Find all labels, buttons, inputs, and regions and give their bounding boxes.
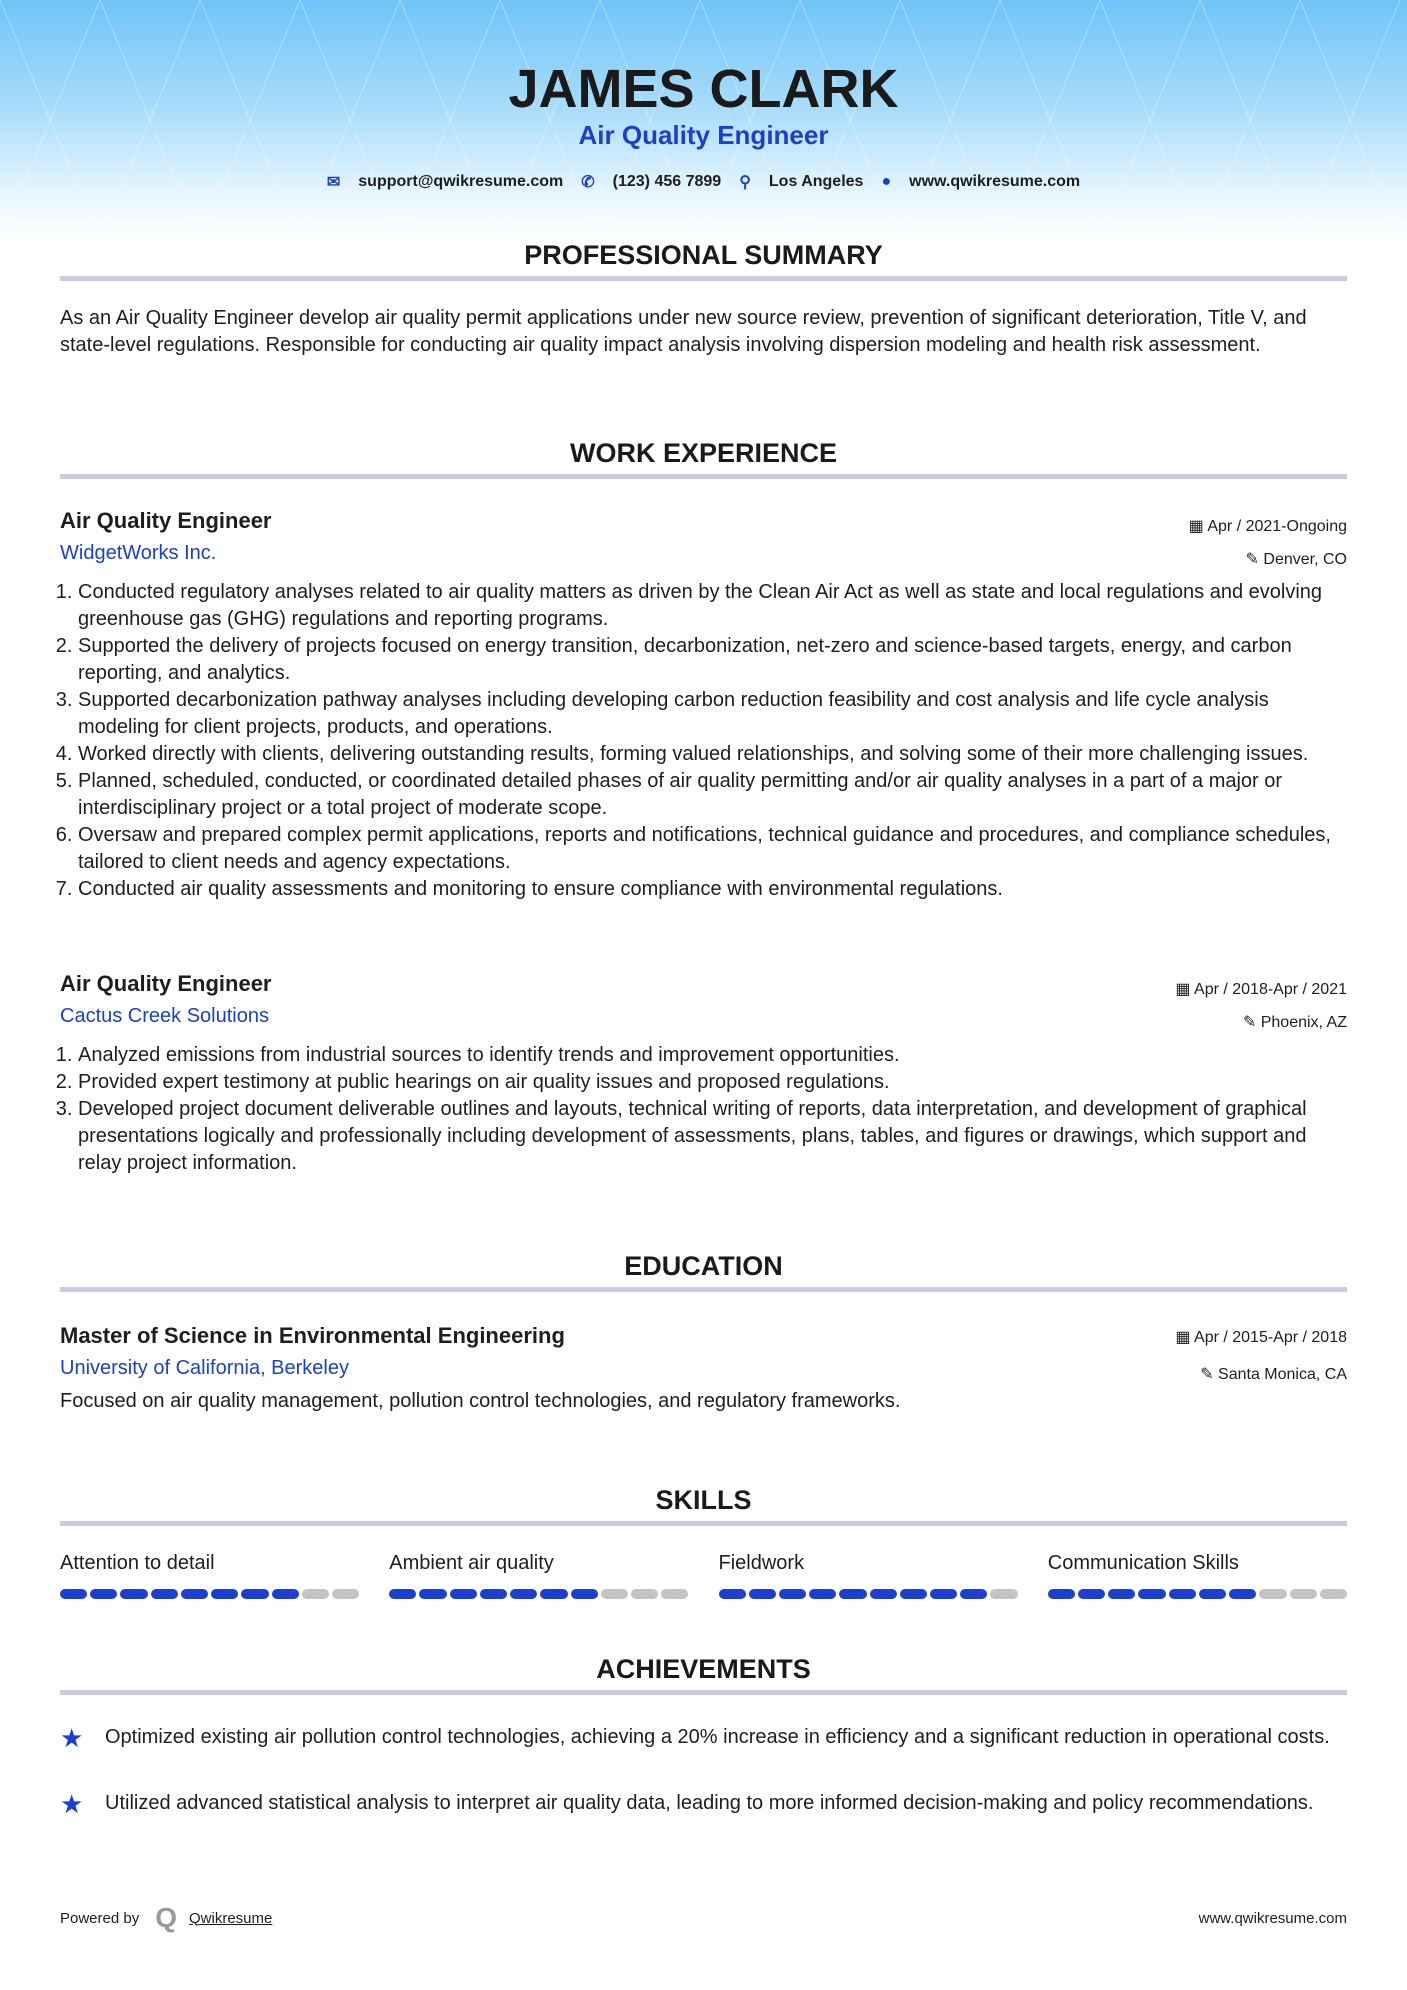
section-heading: WORK EXPERIENCE: [569, 438, 838, 468]
company: WidgetWorks Inc.: [60, 542, 217, 564]
envelope-icon: ✉: [326, 174, 341, 191]
job-bullets: [60, 1042, 1347, 1177]
skill-segment: [181, 1589, 208, 1599]
calendar-icon: ▦: [1188, 518, 1208, 535]
skill-segment: [540, 1589, 567, 1599]
globe-icon: ●: [881, 173, 892, 190]
skill-segment: [450, 1589, 477, 1599]
work-section-heading: [60, 438, 1347, 479]
bullet: 1. Conducted regulatory analyses related to air quality matters as driven by the Clean Air Act as well as state and local regulations and evolving greenhouse gas (GHG) regulations and reporting programs.: [78, 579, 1347, 633]
skill-segment: [960, 1589, 987, 1599]
school: University of California, Berkeley: [60, 1357, 349, 1379]
skill-segment: [809, 1589, 836, 1599]
skill-segment: [601, 1589, 628, 1599]
bullet: 3. Developed project document deliverable outlines and layouts, technical writing of reports, data interpretation, and development of graphical presentations logically and professionally including development of assessments, plans, tables, and figures or drawings, which support and relay project information.: [78, 1096, 1347, 1177]
skill-segment: [631, 1589, 658, 1599]
skill-name: Fieldwork: [718, 1552, 805, 1574]
skill-segment: [1290, 1589, 1317, 1599]
summary-section: [60, 240, 1347, 359]
skill-segment: [749, 1589, 776, 1599]
phone-icon: ✆: [581, 174, 595, 191]
location: Los Angeles: [768, 173, 864, 190]
job-location: ✎ Denver, CO: [1245, 551, 1347, 568]
skill-segment: [60, 1589, 87, 1599]
skill-segment: [480, 1589, 507, 1599]
pin-icon: ✎: [1242, 1014, 1261, 1031]
skill-segment: [990, 1589, 1017, 1599]
divider: [60, 1521, 1347, 1526]
website[interactable]: www.qwikresume.com: [909, 173, 1081, 190]
skills-section: [60, 1485, 1347, 1526]
bullet: 7. Conducted air quality assessments and monitoring to ensure compliance with environmental regulations.: [78, 876, 1347, 903]
skill-segment: [1169, 1589, 1196, 1599]
bullet: 2. Provided expert testimony at public hearings on air quality issues and proposed regulations.: [78, 1069, 1347, 1096]
skill-segment: [1048, 1589, 1075, 1599]
footer: [60, 1902, 1347, 1934]
skill-segment: [1138, 1589, 1165, 1599]
pin-icon: ✎: [1245, 551, 1264, 568]
map-pin-icon: ⚲: [739, 174, 751, 191]
brand-link[interactable]: Qwikresume: [189, 1909, 273, 1927]
skill-segment: [332, 1589, 359, 1599]
star-icon: ★: [60, 1789, 84, 1819]
skills-list: [60, 1552, 1347, 1599]
skill-level-bar: [389, 1589, 688, 1599]
powered-by-label: Powered by: [60, 1909, 140, 1927]
bullet: 2. Supported the delivery of projects focused on energy transition, decarbonization, net-zero and science-based targets, energy, and carbon reporting, and analytics.: [78, 633, 1347, 687]
footer-website[interactable]: www.qwikresume.com: [1198, 1909, 1347, 1927]
skill-segment: [90, 1589, 117, 1599]
calendar-icon: ▦: [1175, 981, 1195, 998]
edu-description: Focused on air quality management, pollution control technologies, and regulatory frameworks.: [60, 1390, 901, 1412]
job-location: ✎ Phoenix, AZ: [1242, 1014, 1347, 1031]
skill-segment: [1199, 1589, 1226, 1599]
skill-segment: [1259, 1589, 1286, 1599]
skill-segment: [211, 1589, 238, 1599]
skill-item: [60, 1552, 359, 1599]
section-heading: ACHIEVEMENTS: [596, 1654, 811, 1684]
section-heading: PROFESSIONAL SUMMARY: [524, 240, 883, 270]
contact-bar: [0, 172, 1407, 192]
skill-segment: [389, 1589, 416, 1599]
section-heading: EDUCATION: [624, 1251, 783, 1281]
skill-level-bar: [719, 1589, 1018, 1599]
achievements-section: [60, 1654, 1347, 1695]
bullet: 5. Planned, scheduled, conducted, or coordinated detailed phases of air quality permitting and/or air quality analyses in a part of a major or interdisciplinary project or a total project of moderate scope.: [78, 768, 1347, 822]
skill-level-bar: [60, 1589, 359, 1599]
phone: (123) 456 7899: [612, 173, 722, 190]
company: Cactus Creek Solutions: [60, 1005, 269, 1027]
calendar-icon: ▦: [1175, 1329, 1195, 1346]
job-entry: [60, 971, 1347, 1177]
skill-segment: [870, 1589, 897, 1599]
job-entry: [60, 508, 1347, 903]
bullet: 6. Oversaw and prepared complex permit applications, reports and notifications, technical guidance and procedures, and compliance schedules, tailored to client needs and agency expectations.: [78, 822, 1347, 876]
skill-segment: [571, 1589, 598, 1599]
skill-level-bar: [1048, 1589, 1347, 1599]
skill-item: [719, 1552, 1018, 1599]
job-date: ▦ Apr / 2018-Apr / 2021: [1175, 981, 1347, 998]
bullet: 4. Worked directly with clients, delivering outstanding results, forming valued relationships, and solving some of their more challenging issues.: [78, 741, 1347, 768]
email[interactable]: support@qwikresume.com: [358, 173, 564, 190]
skill-segment: [1229, 1589, 1256, 1599]
skill-item: [389, 1552, 688, 1599]
job-title: Air Quality Engineer: [60, 508, 272, 533]
achievement-item: ★ Utilized advanced statistical analysis to interpret air quality data, leading to more informed decision-making and policy recommendations.: [60, 1789, 1314, 1819]
achievement-item: ★ Optimized existing air pollution control technologies, achieving a 20% increase in efficiency and a significant reduction in operational costs.: [60, 1723, 1330, 1753]
qwikresume-logo-icon: Q: [155, 1902, 177, 1933]
degree: Master of Science in Environmental Engineering: [60, 1323, 565, 1348]
bullet: 1. Analyzed emissions from industrial sources to identify trends and improvement opportunities.: [78, 1042, 1347, 1069]
skill-segment: [839, 1589, 866, 1599]
skill-segment: [661, 1589, 688, 1599]
skill-segment: [719, 1589, 746, 1599]
skill-segment: [302, 1589, 329, 1599]
divider: [60, 276, 1347, 281]
pin-icon: ✎: [1200, 1366, 1219, 1383]
skill-segment: [1108, 1589, 1135, 1599]
bullet: 3. Supported decarbonization pathway analyses including developing carbon reduction feasibility and cost analysis and life cycle analysis modeling for client projects, products, and operations.: [78, 687, 1347, 741]
skill-name: Attention to detail: [60, 1552, 215, 1574]
skill-name: Communication Skills: [1047, 1552, 1239, 1574]
candidate-name: JAMES CLARK: [508, 59, 899, 119]
divider: [60, 1287, 1347, 1292]
skill-segment: [1078, 1589, 1105, 1599]
skill-segment: [120, 1589, 147, 1599]
skill-segment: [930, 1589, 957, 1599]
header-banner: [0, 0, 1407, 240]
candidate-title: Air Quality Engineer: [578, 120, 829, 150]
edu-location: ✎ Santa Monica, CA: [1200, 1366, 1347, 1383]
divider: [60, 1690, 1347, 1695]
divider: [60, 474, 1347, 479]
skill-item: [1048, 1552, 1347, 1599]
skill-name: Ambient air quality: [389, 1552, 554, 1574]
skill-segment: [419, 1589, 446, 1599]
edu-date: ▦ Apr / 2015-Apr / 2018: [1175, 1329, 1347, 1346]
star-icon: ★: [60, 1723, 84, 1753]
job-bullets: [60, 579, 1347, 903]
skill-segment: [1320, 1589, 1347, 1599]
skill-segment: [510, 1589, 537, 1599]
summary-text: As an Air Quality Engineer develop air quality permit applications under new source review, prevention of significant deterioration, Title V, and state-level regulations. Responsible for conducting air quality impact analysis involving dispersion modeling and health risk assessment.: [60, 307, 1307, 356]
job-date: ▦ Apr / 2021-Ongoing: [1188, 518, 1347, 535]
education-entry: [60, 1323, 1347, 1415]
job-title: Air Quality Engineer: [60, 971, 272, 996]
skill-segment: [241, 1589, 268, 1599]
education-section: [60, 1251, 1347, 1292]
skill-segment: [151, 1589, 178, 1599]
skill-segment: [779, 1589, 806, 1599]
skill-segment: [272, 1589, 299, 1599]
skill-segment: [900, 1589, 927, 1599]
section-heading: SKILLS: [655, 1485, 752, 1515]
